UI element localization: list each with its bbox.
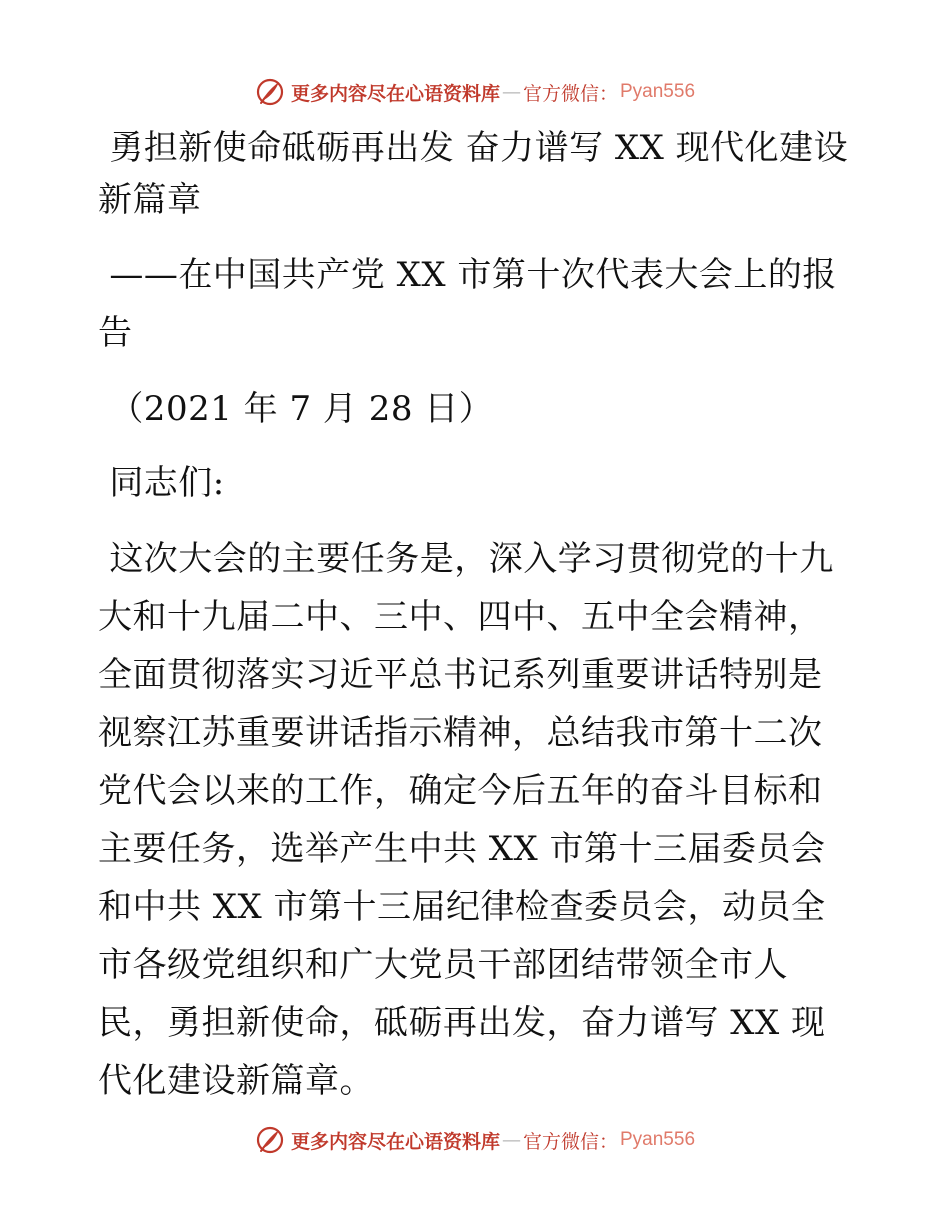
- document-greeting: 同志们:: [98, 463, 225, 503]
- watermark-wechat-label: 官方微信：: [522, 1130, 618, 1153]
- document-body: [98, 122, 850, 1110]
- watermark-brand-text: 更多内容尽在心语资料库: [290, 82, 500, 105]
- header-watermark: [0, 72, 950, 112]
- watermark-wechat-id: Pyan556: [620, 81, 696, 102]
- quill-logo-icon: [255, 77, 285, 107]
- watermark-brand-text: 更多内容尽在心语资料库: [290, 1130, 500, 1153]
- document-date: （2021 年 7 月 28 日）: [98, 389, 494, 429]
- footer-watermark: [0, 1120, 950, 1160]
- document-paragraph: 这次大会的主要任务是，深入学习贯彻党的十九大和十九届二中、三中、四中、五中全会精神，全面贯彻落实习近平总书记系列重要讲话特别是视察江苏重要讲话指示精神，总结我市第十二次党代会以来的工作，确定今后五年的奋斗目标和主要任务，选举产生中共 XX 市第十三届委员会和中共 XX 市第十三届纪律检查委员会，动员全市各级党组织和广大党员干部团结带领全市人民，勇担新使命，砥砺再出发，奋力谱写 XX 现代化建设新篇章。: [98, 539, 834, 1101]
- document-subtitle: ——在中国共产党 XX 市第十次代表大会上的报告: [98, 255, 837, 353]
- watermark-wechat-label: 官方微信：: [522, 82, 618, 105]
- document-title: 勇担新使命砥砺再出发 奋力谱写 XX 现代化建设新篇章: [98, 128, 849, 220]
- watermark-wechat-id: Pyan556: [620, 1129, 696, 1150]
- watermark-dash: —: [501, 81, 521, 103]
- quill-logo-icon: [255, 1125, 285, 1155]
- watermark-dash: —: [501, 1129, 521, 1151]
